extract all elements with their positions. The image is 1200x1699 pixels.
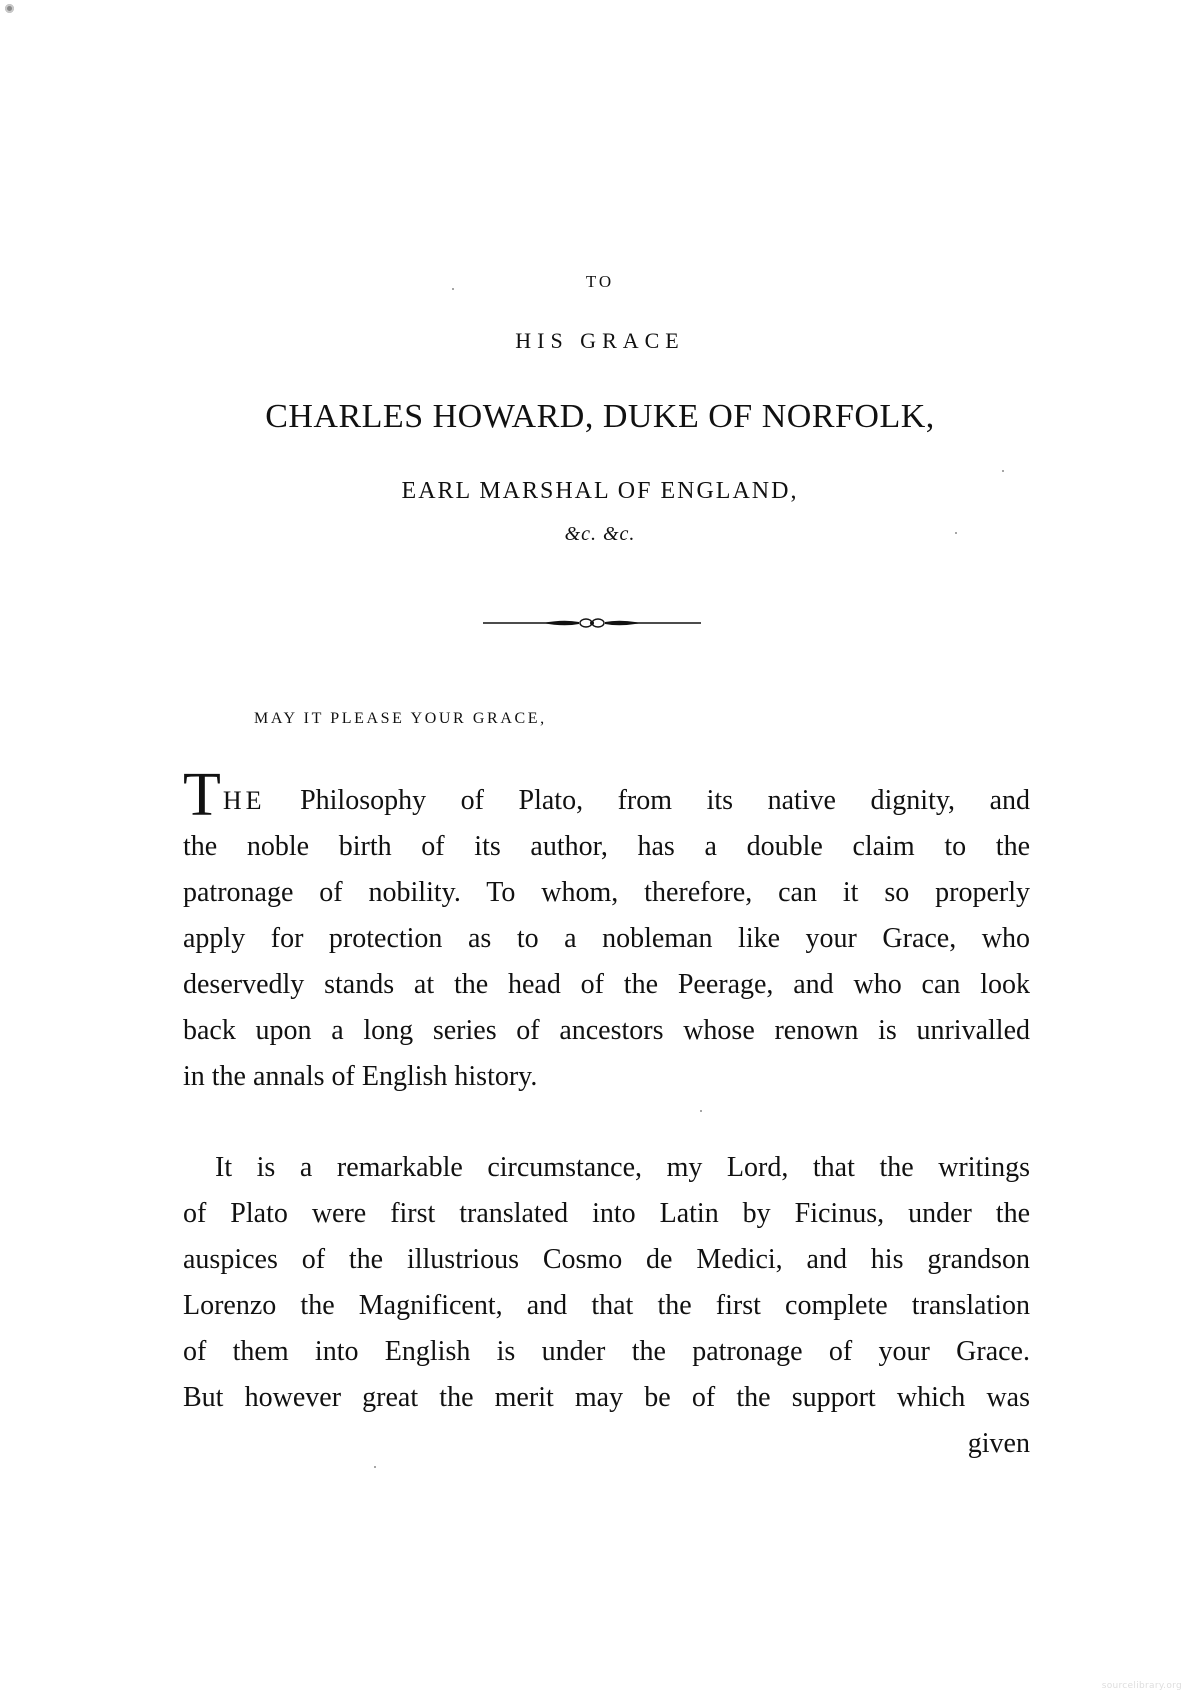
catchword: given bbox=[967, 1428, 1030, 1459]
paper-speck bbox=[955, 532, 957, 534]
paragraph-2-line: of Plato were first translated into Latin by Ficinus, under the bbox=[183, 1198, 1030, 1229]
paper-speck bbox=[374, 1466, 376, 1468]
dedication-earl-title: EARL MARSHAL OF ENGLAND, bbox=[401, 478, 799, 504]
paragraph-1-line-text: Philosophy of Plato, from its native dignity, and bbox=[265, 785, 1030, 816]
circle-icon bbox=[5, 4, 14, 13]
paragraph-1-line: in the annals of English history. bbox=[183, 1061, 538, 1092]
small-caps-word: HE bbox=[222, 786, 266, 815]
dedication-to: TO bbox=[585, 272, 615, 291]
salutation: MAY IT PLEASE YOUR GRACE, bbox=[254, 710, 547, 727]
paragraph-2-line: It is a remarkable circumstance, my Lord, that the writings bbox=[215, 1152, 1030, 1183]
paragraph-1-line: patronage of nobility. To whom, therefore, can it so properly bbox=[183, 877, 1030, 908]
watermark: sourcelibrary.org bbox=[1101, 1681, 1182, 1691]
paper-speck bbox=[1002, 470, 1004, 472]
paragraph-2-line: of them into English is under the patronage of your Grace. bbox=[183, 1336, 1030, 1367]
paragraph-1-line: apply for protection as to a nobleman like your Grace, who bbox=[183, 923, 1030, 954]
paragraph-1-line: deservedly stands at the head of the Peerage, and who can look bbox=[183, 969, 1030, 1000]
dedication-duke-title: CHARLES HOWARD, DUKE OF NORFOLK, bbox=[265, 398, 935, 435]
paragraph-2 bbox=[183, 1145, 1030, 1467]
paragraph-2-line: auspices of the illustrious Cosmo de Medici, and his grandson bbox=[183, 1244, 1030, 1275]
paper-speck bbox=[700, 1110, 702, 1112]
dedication-etc: &c. &c. bbox=[564, 523, 636, 545]
dedication-his-grace: HIS GRACE bbox=[515, 328, 685, 353]
paragraph-2-line: But however great the merit may be of the support which was bbox=[183, 1382, 1030, 1413]
paragraph-2-line: Lorenzo the Magnificent, and that the first complete translation bbox=[183, 1290, 1030, 1321]
paragraph-1-line bbox=[183, 761, 1030, 829]
paper-speck bbox=[452, 288, 454, 290]
paragraph-1-line: the noble birth of its author, has a double claim to the bbox=[183, 831, 1030, 862]
paragraph-1 bbox=[183, 761, 1030, 1100]
drop-cap: T bbox=[183, 761, 221, 829]
ornament-rule-icon bbox=[483, 616, 701, 630]
paragraph-1-line: back upon a long series of ancestors whose renown is unrivalled bbox=[183, 1015, 1030, 1046]
